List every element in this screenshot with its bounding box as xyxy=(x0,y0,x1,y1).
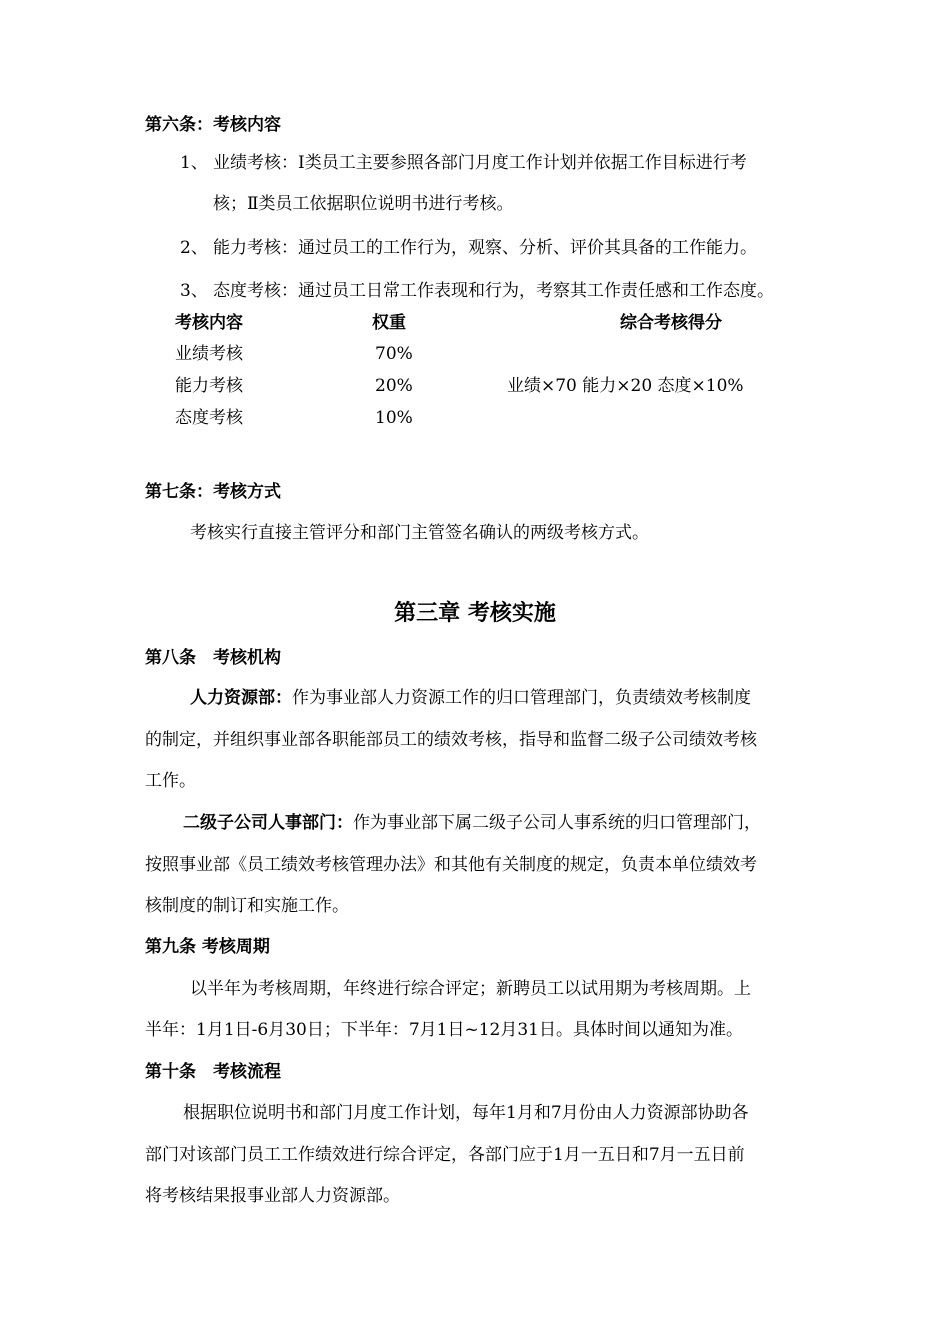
article-8-heading: 第八条 考核机构 xyxy=(145,648,281,668)
paragraph-line: 以半年为考核周期，年终进行综合评定；新聘员工以试用期为考核周期。上 xyxy=(190,979,751,999)
paragraph-line: 工作。 xyxy=(145,771,196,791)
item-number: 1、 xyxy=(180,153,208,173)
paragraph-line xyxy=(183,812,761,834)
paragraph-text: 作为事业部下属二级子公司人事系统的归口管理部门， xyxy=(353,813,761,833)
table-cell: 10% xyxy=(375,408,413,428)
paragraph-line: 将考核结果报事业部人力资源部。 xyxy=(145,1186,400,1206)
item-number: 3、 xyxy=(180,281,208,301)
paragraph-line: 按照事业部《员工绩效考核管理办法》和其他有关制度的规定，负责本单位绩效考 xyxy=(145,855,757,875)
table-cell: 态度考核 xyxy=(175,408,243,428)
item-number: 2、 xyxy=(180,238,208,258)
paragraph: 考核实行直接主管评分和部门主管签名确认的两级考核方式。 xyxy=(190,523,649,543)
article-7-heading: 第七条：考核方式 xyxy=(145,482,281,502)
paragraph-line: 部门对该部门员工工作绩效进行综合评定，各部门应于1月一五日和7月一五日前 xyxy=(145,1145,745,1165)
paragraph-line: 的制定，并组织事业部各职能部员工的绩效考核，指导和监督二级子公司绩效考核 xyxy=(145,730,757,750)
paragraph-line xyxy=(190,687,751,709)
item-text: 态度考核：通过员工日常工作表现和行为，考察其工作责任感和工作态度。 xyxy=(213,281,774,301)
paragraph-text: 作为事业部人力资源工作的归口管理部门，负责绩效考核制度 xyxy=(292,688,751,708)
article-10-heading: 第十条 考核流程 xyxy=(145,1062,281,1082)
hr-dept-label: 人力资源部： xyxy=(190,688,292,708)
table-header-score: 综合考核得分 xyxy=(620,313,722,333)
table-cell: 70% xyxy=(375,344,413,364)
table-cell: 20% xyxy=(375,376,413,396)
table-header-weight: 权重 xyxy=(372,313,406,333)
item-text-continued: 核；Ⅱ类员工依据职位说明书进行考核。 xyxy=(213,194,514,214)
table-cell: 能力考核 xyxy=(175,376,243,396)
table-header-content: 考核内容 xyxy=(175,313,243,333)
paragraph-line: 根据职位说明书和部门月度工作计划，每年1月和7月份由人力资源部协助各 xyxy=(183,1103,749,1123)
article-9-heading: 第九条 考核周期 xyxy=(145,937,270,957)
table-cell: 业绩考核 xyxy=(175,344,243,364)
paragraph-line: 核制度的制订和实施工作。 xyxy=(145,896,349,916)
item-text: 能力考核：通过员工的工作行为，观察、分析、评价其具备的工作能力。 xyxy=(213,238,757,258)
chapter-title: 第三章 考核实施 xyxy=(394,601,556,626)
subsidiary-hr-label: 二级子公司人事部门： xyxy=(183,813,353,833)
item-text: 业绩考核：Ⅰ类员工主要参照各部门月度工作计划并依据工作目标进行考 xyxy=(213,153,747,173)
paragraph-line: 半年：1月1日-6月30日；下半年：7月1日~12月31日。具体时间以通知为准。 xyxy=(145,1020,743,1040)
score-formula: 业绩×70 能力×20 态度×10% xyxy=(507,376,744,396)
article-6-heading: 第六条：考核内容 xyxy=(145,115,281,135)
